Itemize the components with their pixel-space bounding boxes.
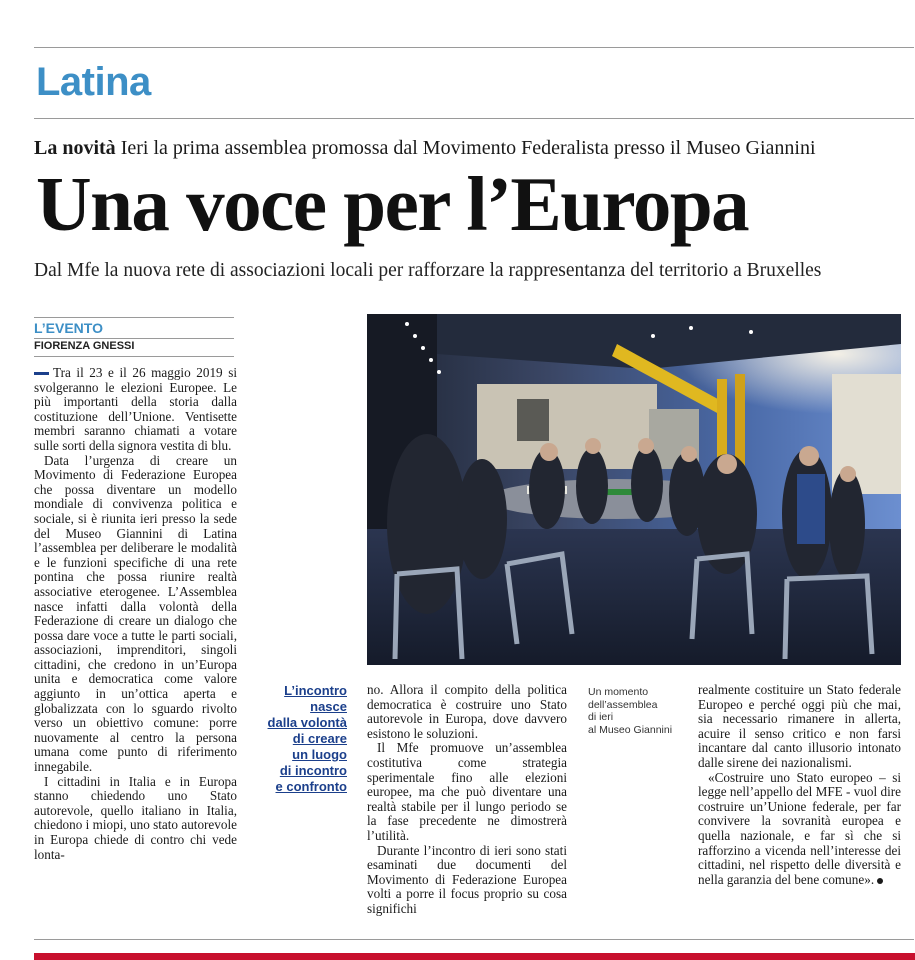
pull-quote-line: nasce (310, 699, 347, 714)
paragraph: «Costruire uno Stato europeo – si legge nell’appello del MFE - vuol dire costruire un’Unione federale, per far convivere la sovranità europea e quella nazionale, e far sì che si rafforzino a vicenda nell’interesse dei cittadini, nel rispetto delle diversità e nella garanzia del bene comune». (698, 769, 901, 887)
top-rule (34, 47, 914, 48)
lead-bullet-icon (34, 372, 49, 375)
kicker (34, 137, 816, 160)
photo-caption (588, 686, 688, 736)
section-rule (34, 118, 914, 119)
byline-rule (34, 356, 234, 357)
section-label: Latina (36, 60, 151, 104)
pull-quote-line: L’incontro (284, 683, 347, 698)
article-column-1 (34, 366, 237, 862)
rubric: L’EVENTO (34, 317, 234, 339)
subhead: Dal Mfe la nuova rete di associazioni locali per rafforzare la rappresentanza del territorio a Bruxelles (34, 260, 822, 281)
paragraph: Durante l’incontro di ieri sono stati esaminati due documenti del Movimento di Federazione Europea volti a porre il focus proprio su cosa significhi (367, 842, 567, 916)
kicker-text: Ieri la prima assemblea promossa dal Movimento Federalista presso il Museo Giannini (120, 137, 816, 159)
footer-color-strip (34, 953, 915, 960)
paragraph: realmente costituire un Stato federale Europeo e perché oggi più che mai, sia necessario rimanere in allerta, acuire il senso critico e non farsi incantare dal canto illusorio intonato dalle sirene dei nazionalismi. (698, 682, 901, 770)
caption-line: Un momento (588, 686, 649, 698)
caption-line: dell’assemblea (588, 698, 658, 711)
pull-quote-line: di creare (292, 731, 347, 746)
kicker-label: La novità (34, 137, 116, 159)
headline: Una voce per l’Europa (36, 161, 749, 247)
author-byline: FIORENZA GNESSI (34, 340, 135, 352)
pull-quote (255, 683, 347, 795)
caption-line: al Museo Giannini (588, 723, 673, 736)
paragraph: no. Allora il compito della politica democratica è costruire uno Stato autorevole in Europa, dove davvero esistono le soluzioni. (367, 682, 567, 741)
caption-line: di ieri (588, 711, 614, 723)
article-column-2 (367, 683, 567, 917)
paragraph: Il Mfe promuove un’assemblea costitutiva come strategia sperimentale fino alle elezioni europee, ma che può diventare una realtà stabile per il lungo periodo se la fase precedente ne dimostrerà l’utilità. (367, 740, 567, 843)
paragraph: I cittadini in Italia e in Europa stanno chiedendo uno Stato autorevole, quello italiano in Italia, chiedono i miopi, uno stato autorevole in Europa chiede di contro chi vede lonta- (34, 773, 237, 862)
bottom-rule (34, 939, 914, 940)
article-column-3 (698, 683, 901, 887)
pull-quote-line: di incontro (279, 763, 347, 778)
paragraph: Data l’urgenza di creare un Movimento di Federazione Europea che possa diventare un modello mondiale di convivenza politica e sociale, si è riunita ieri presso la sede del Museo Giannini di Latina l’assemblea per deliberare le modalità e le funzioni specifiche di una rete pontina che possa riunire realtà associative eterogenee. L’Assemblea nasce infatti dalla volontà della Federazione di creare un dialogo che possa dare voce a tutte le parti sociali, associazioni, imprenditori, singoli cittadini, che credono in un’Europa unita e democratica come valore aggiunto in un’ottica aperta e globalizzata con lo sguardo rivolto verso un obiettivo comune: porre nuovamente al centro la persona umana come punto di riferimento innegabile. (34, 452, 237, 775)
pull-quote-line: un luogo (292, 747, 347, 762)
end-mark-icon (877, 878, 883, 884)
paragraph: Tra il 23 e il 26 maggio 2019 si svolgeranno le elezioni Europee. Le più importanti della storia dalla costituzione dell’Unione. Ventisette membri saranno chiamati a votare sulle sorti della signora vestita di blu. (34, 365, 237, 453)
pull-quote-line: e confronto (275, 779, 347, 794)
pull-quote-line: dalla volontà (267, 715, 347, 730)
assembly-photo (367, 314, 901, 665)
